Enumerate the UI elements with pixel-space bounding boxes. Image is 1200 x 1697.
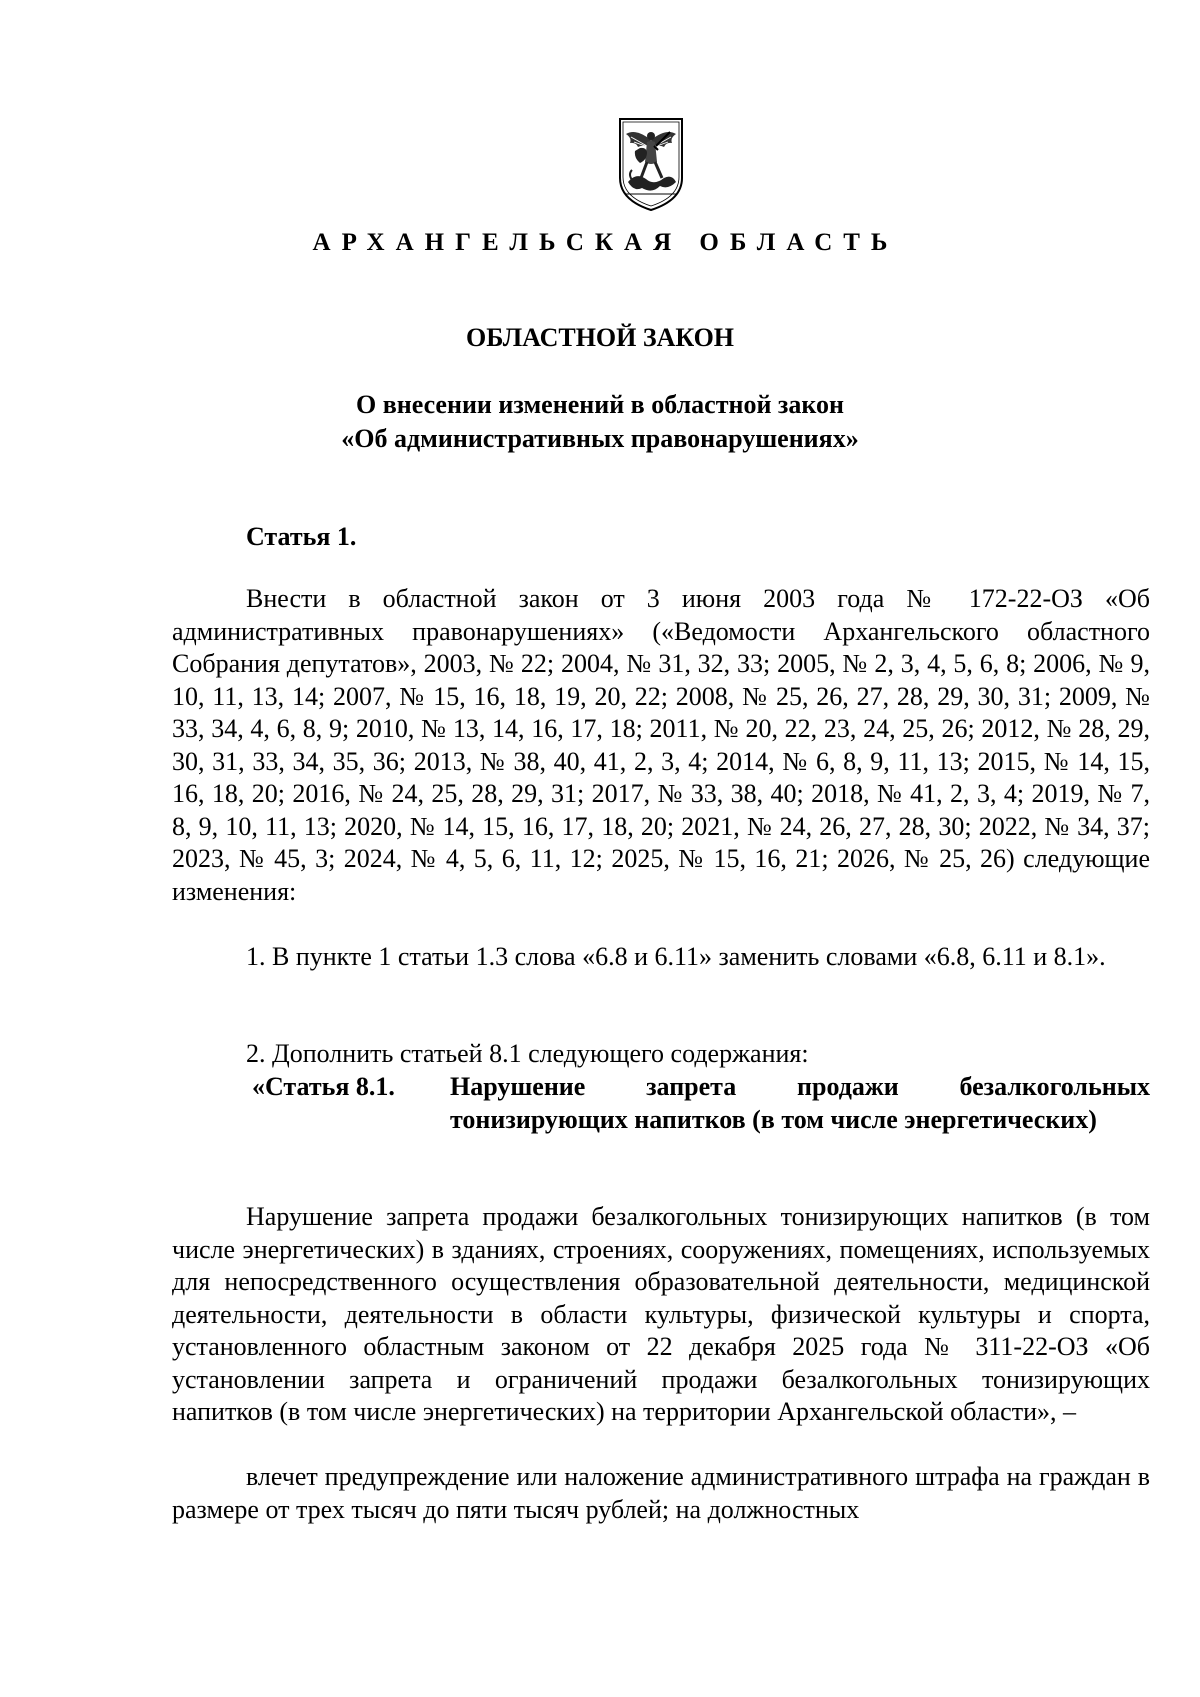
document-title xyxy=(0,388,1200,456)
region-heading: АРХАНГЕЛЬСКАЯ ОБЛАСТЬ xyxy=(312,229,899,256)
document-type: ОБЛАСТНОЙ ЗАКОН xyxy=(465,323,735,352)
penalty-text: влечет предупреждение или наложение административного штрафа на граждан в размере от трех тысяч до пяти тысяч рублей; на должностных xyxy=(172,1462,1150,1524)
amendment-item-2-text: 2. Дополнить статьей 8.1 следующего содержания: xyxy=(246,1039,809,1068)
document-title-line-1: О внесении изменений в областной закон xyxy=(355,390,845,419)
new-article-text-paragraph: Нарушение запрета продажи безалкогольных тонизирующих напитков (в том числе энергетических) в зданиях, строениях, сооружениях, помещениях, используемых для непосредственного осуществления образовательной деятельности, медицинской деятельности, деятельности в области культуры, физической культуры и спорта, установленного областным законом от 22 декабря 2025 года № 311-22-ОЗ «Об установлении запрета и ограничений продажи безалкогольных тонизирующих напитков (в том числе энергетических) на территории Архангельской области», – xyxy=(172,1202,1150,1426)
article-heading: Статья 1. xyxy=(246,522,357,551)
amendment-item-2 xyxy=(172,1038,1150,1071)
amendment-item-1-text: 1. В пункте 1 статьи 1.3 слова «6.8 и 6.11» заменить словами «6.8, 6.11 и 8.1». xyxy=(246,942,1106,971)
penalty-paragraph xyxy=(172,1461,1150,1526)
intro-text: Внести в областной закон от 3 июня 2003 года № 172-22-ОЗ «Об административных правонарушениях» («Ведомости Архангельского областного Собрания депутатов», 2003, № 22; 2004, № 31, 32, 33; 2005, № 2, 3, 4, 5, 6, 8; 2006, № 9, 10, 11, 13, 14; 2007, № 15, 16, 18, 19, 20, 22; 2008, № 25, 26, 27, 28, 29, 30, 31; 2009, № 33, 34, 4, 6, 8, 9; 2010, № 13, 14, 16, 17, 18; 2011, № 20, 22, 23, 24, 25, 26; 2012, № 28, 29, 30, 31, 33, 34, 35, 36; 2013, № 38, 40, 41, 2, 3, 4; 2014, № 6, 8, 9, 11, 13; 2015, № 14, 15, 16, 18, 20; 2016, № 24, 25, 28, 29, 31; 2017, № 33, 38, 40; 2018, № 41, 2, 3, 4; 2019, № 7, 8, 9, 10, 11, 13; 2020, № 14, 15, 16, 17, 18, 20; 2021, № 24, 26, 27, 28, 30; 2022, № 34, 37; 2023, № 45, 3; 2024, № 4, 5, 6, 11, 12; 2025, № 15, 16, 21; 2026, № 25, 26) следующие изменения: xyxy=(172,584,1150,906)
new-article-text xyxy=(172,1201,1150,1429)
article-intro-paragraph xyxy=(172,583,1150,908)
coat-of-arms-icon xyxy=(616,116,686,212)
new-article-title: Нарушение запрета продажи безалкогольных тонизирующих напитков (в том числе энергетических) xyxy=(450,1072,1150,1134)
new-article-number: «Статья 8.1. xyxy=(252,1072,395,1101)
document-title-line-2: «Об административных правонарушениях» xyxy=(341,424,859,453)
new-article-heading xyxy=(252,1071,1150,1136)
amendment-item-1 xyxy=(172,941,1150,974)
